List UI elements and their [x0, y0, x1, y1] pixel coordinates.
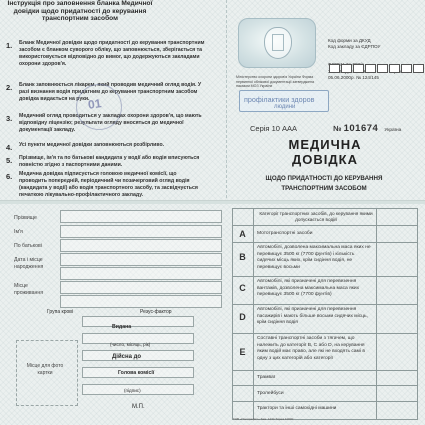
blood-group-label: Група крові: [47, 309, 74, 315]
patronymic-label: По батькові: [14, 243, 42, 249]
instruction-text: Бланк Медичної довідки щодо придатності до керування транспортним засобом є бланком суворого обліку, що заповнюється, зберігається та використовується відповідно до вимог, що додержуються закладами охорони здоров'я.: [19, 40, 205, 67]
prophylaxis-line-1: профілактики здоров: [244, 95, 315, 104]
instructions-title: Інструкція про заповнення бланка Медичної довідки щодо придатності до керування транспортним засобом: [7, 0, 153, 23]
page-fold-separator: [0, 200, 425, 204]
code-cells: [329, 64, 424, 73]
issued-date-hint: (число, місяць, рік): [110, 342, 151, 347]
category-description: Автомобілі, дозволена максимальна маса яких не перевищує 3500 кг (7700 фунтів) і кількість сидячих місць яких, крім сидіння водія, не перевищує восьми: [257, 245, 371, 270]
category-description: Автомобілі, які призначені для перевезення вантажів, дозволена максимальна маса яких перевищує 3500 кг (7700 фунтів): [257, 279, 360, 298]
instruction-number: 5.: [6, 156, 13, 165]
birth-field-2[interactable]: [60, 267, 222, 280]
number-label: №: [333, 124, 342, 133]
prophylaxis-line-2: людини: [274, 104, 296, 110]
name-label: Ім'я: [14, 229, 23, 235]
serial-number-line: [250, 123, 401, 134]
residence-field-2[interactable]: [60, 295, 222, 308]
photo-label: Місце для фото картки: [26, 363, 64, 376]
serial-number: 101674: [343, 123, 379, 134]
category-letter: D: [239, 312, 246, 322]
stamp-mark: 01: [87, 96, 103, 112]
table-divider: [253, 208, 254, 420]
fold-line: [226, 0, 227, 198]
commission-head-label: Голова комісії: [118, 370, 155, 376]
patronymic-field[interactable]: [60, 239, 222, 252]
table-rule: [232, 401, 418, 402]
country-label: Україна: [384, 128, 402, 133]
series-value: 10 ААА: [271, 124, 298, 133]
rh-factor-label: Резус-фактор: [140, 309, 172, 315]
category-letter: A: [239, 229, 246, 239]
category-description: Трактори та інші самохідні машини: [257, 406, 337, 411]
issued-field[interactable]: [82, 316, 194, 327]
instruction-text: Бланк заповнюється лікарем, який проводив медичний огляд водія. У разі визнання водія придатним до керування транспортним засобом довідка видається на руки.: [19, 82, 202, 102]
form-code-line: Код закладу за ЄДРПОУ: [328, 44, 381, 50]
category-description: Автомобілі, які призначені для перевезення пасажирів і мають більше восьми сидячих місць, крім сидіння водія: [257, 307, 368, 326]
surname-field[interactable]: [60, 210, 222, 223]
form-code-line: Код форми за ДКУД: [328, 38, 371, 43]
birth-field[interactable]: [60, 253, 222, 266]
instruction-number: 1.: [6, 41, 13, 50]
name-field[interactable]: [60, 225, 222, 238]
table-rule: [232, 304, 418, 305]
approval-note: 05.06.2000р. № 124/145: [328, 74, 379, 80]
category-letter: E: [239, 347, 246, 357]
seal-label: М.П.: [132, 404, 145, 410]
category-description: Составні транспортні засоби з тягачем, що належить до категорії B, C або D, на керування яким водій має право, але які не входять самі в одну з цих категорій або категорії: [257, 336, 365, 361]
category-description: Трамваї: [257, 375, 276, 380]
table-divider: [376, 208, 377, 420]
residence-label: Місце проживання: [14, 283, 44, 296]
series-label: Серія: [250, 124, 270, 133]
birth-label: Дата і місце народження: [14, 257, 44, 270]
signature-hint: (підпис): [124, 388, 141, 393]
printer-fine-print: ТОВ «Поліграфіст» Зам. 1234 Тираж 10000: [233, 417, 294, 421]
instruction-text: Медичний огляд проводиться у закладах охорони здоров'я, що мають відповідну ліцензію; результати огляду вносяться до медичної документації закладу.: [19, 113, 202, 133]
categories-header: Категорії транспортних засобів, до керування якими допускається водій: [259, 211, 373, 223]
instruction-text: Усі пункти медичної довідки заповнюються розбірливо.: [19, 142, 165, 148]
hologram-emblem: [238, 18, 316, 68]
instruction-number: 4.: [6, 143, 13, 152]
table-rule: [232, 242, 418, 243]
instruction-text: Прізвище, ім'я та по батькові кандидата у водії або водія вписуються повністю згідно з паспортними даними.: [19, 155, 200, 168]
category-letter: B: [239, 252, 246, 262]
ministry-fine-print: Міністерство охорони здоров'я України Форма первинної облікової документації затверджена наказом МОЗ України: [236, 75, 314, 89]
valid-until-label: Дійсна до: [112, 354, 142, 360]
document-title: МЕДИЧНА ДОВІДКА: [288, 137, 362, 167]
instruction-number: 6.: [6, 172, 13, 181]
instruction-number: 2.: [6, 83, 13, 92]
table-rule: [232, 333, 418, 334]
instruction-number: 3.: [6, 114, 13, 123]
table-rule: [232, 370, 418, 371]
document-subtitle-line-2: ТРАНСПОРТНИМ ЗАСОБОМ: [281, 185, 367, 192]
table-rule: [232, 276, 418, 277]
issued-label: Видана: [112, 324, 132, 330]
category-letter: C: [239, 283, 246, 293]
prophylaxis-banner: [239, 90, 329, 112]
instruction-text: Медична довідка підписується головою медичної комісії, що проводить попередній, періодичний чи позачерговий огляд водія (кандидата у водії) або водія транспортного засобу, та засвідчується печаткою лікувально-профілактичного закладу.: [19, 171, 198, 198]
table-rule: [232, 225, 418, 226]
surname-label: Прізвище: [14, 215, 37, 221]
document-subtitle-line-1: ЩОДО ПРИДАТНОСТІ ДО КЕРУВАННЯ: [265, 175, 383, 182]
category-description: Тролейбуси: [257, 391, 284, 396]
residence-field[interactable]: [60, 281, 222, 294]
category-description: Мототранспортні засоби: [257, 231, 313, 236]
table-rule: [232, 385, 418, 386]
